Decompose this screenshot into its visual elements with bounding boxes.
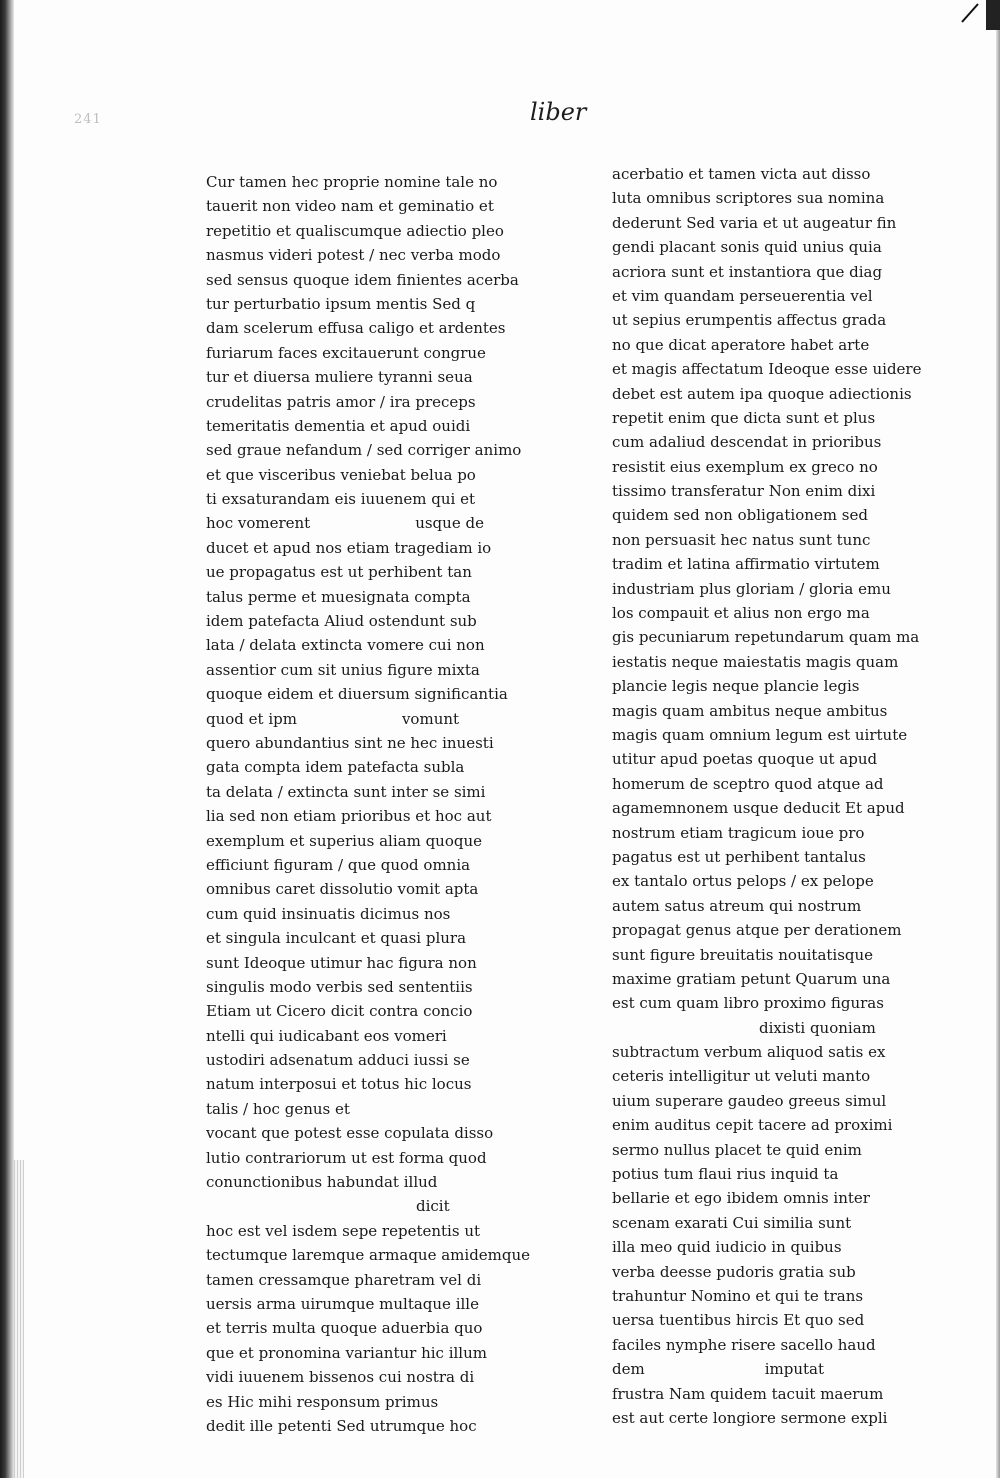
- text-line: Etiam ut Cicero dicit contra concio: [206, 1002, 473, 1021]
- text-line: sunt Ideoque utimur hac figura non: [206, 953, 477, 972]
- running-head: liber: [530, 98, 587, 126]
- text-line: quoque eidem et diuersum significantia: [206, 685, 508, 704]
- text-line: sermo nullus placet te quid enim: [612, 1140, 862, 1159]
- text-line: gendi placant sonis quid unius quia: [612, 238, 882, 257]
- text-line: iestatis neque maiestatis magis quam: [612, 652, 899, 671]
- text-line: ut sepius erumpentis affectus grada: [612, 311, 887, 330]
- text-line: resistit eius exemplum ex greco no: [612, 457, 878, 476]
- text-line: uersa tuentibus hircis Et quo sed: [612, 1311, 865, 1330]
- text-line: conunctionibus habundat illud: [206, 1173, 438, 1192]
- text-line: no que dicat aperatore habet arte: [612, 335, 870, 354]
- text-line: dixisti quoniam: [759, 1018, 876, 1037]
- text-line: pagatus est ut perhibent tantalus: [612, 847, 866, 866]
- text-line: propagat genus atque per derationem: [612, 921, 902, 940]
- text-line: sunt figure breuitatis nouitatisque: [612, 945, 874, 964]
- text-line: subtractum verbum aliquod satis ex: [612, 1043, 886, 1062]
- text-line: tauerit non video nam et geminatio et: [206, 197, 494, 216]
- text-line: cum quid insinuatis dicimus nos: [206, 904, 451, 923]
- right-text-column: [612, 162, 962, 1430]
- text-line: ducet et apud nos etiam tragediam io: [206, 538, 492, 557]
- text-line: uersis arma uirumque multaque ille: [206, 1294, 479, 1313]
- text-line: nostrum etiam tragicum ioue pro: [612, 823, 865, 842]
- text-line: que et pronomina variantur hic illum: [206, 1343, 487, 1362]
- text-line: repetit enim que dicta sunt et plus: [612, 408, 876, 427]
- text-line: magis quam omnium legum est uirtute: [612, 725, 908, 744]
- text-line: agamemnonem usque deducit Et apud: [612, 799, 905, 818]
- text-line: tradim et latina affirmatio virtutem: [612, 555, 880, 574]
- text-line: est aut certe longiore sermone expli: [612, 1408, 888, 1427]
- text-line: industriam plus gloriam / gloria emu: [612, 579, 891, 598]
- text-line: ex tantalo ortus pelops / ex pelope: [612, 872, 874, 891]
- text-line: magis quam ambitus neque ambitus: [612, 701, 888, 720]
- text-line: est cum quam libro proximo figuras: [612, 994, 884, 1013]
- text-line: dicit: [416, 1197, 450, 1216]
- text-line: quidem sed non obligationem sed: [612, 506, 868, 525]
- text-line: singulis modo verbis sed sententiis: [206, 977, 473, 996]
- text-line: faciles nymphe risere sacello haud: [612, 1335, 876, 1354]
- text-line: tur et diuersa muliere tyranni seua: [206, 368, 473, 387]
- text-line: non persuasit hec natus sunt tunc: [612, 530, 871, 549]
- text-line: nasmus videri potest / nec verba modo: [206, 246, 501, 265]
- text-line: homerum de sceptro quod atque ad: [612, 774, 884, 793]
- text-line: autem satus atreum qui nostrum: [612, 896, 862, 915]
- text-line: hoc est vel isdem sepe repetentis ut: [206, 1221, 481, 1240]
- text-line: acriora sunt et instantiora que diag: [612, 262, 883, 281]
- text-line: quod et ipm vomunt: [206, 709, 460, 728]
- text-line: quero abundantius sint ne hec inuesti: [206, 733, 494, 752]
- text-line: verba deesse pudoris gratia sub: [612, 1262, 856, 1281]
- text-line: lutio contrariorum ut est forma quod: [206, 1148, 487, 1167]
- text-line: ue propagatus est ut perhibent tan: [206, 563, 472, 582]
- text-line: maxime gratiam petunt Quarum una: [612, 969, 891, 988]
- text-line: lata / delata extincta vomere cui non: [206, 636, 485, 655]
- text-line: gis pecuniarum repetundarum quam ma: [612, 628, 920, 647]
- text-line: vocant que potest esse copulata disso: [206, 1124, 494, 1143]
- text-line: illa meo quid iudicio in quibus: [612, 1238, 842, 1257]
- text-line: assentior cum sit unius figure mixta: [206, 660, 480, 679]
- text-line: utitur apud poetas quoque ut apud: [612, 750, 878, 769]
- text-line: uium superare gaudeo greeus simul: [612, 1091, 887, 1110]
- text-line: furiarum faces excitauerunt congrue: [206, 343, 486, 362]
- text-line: dam scelerum effusa caligo et ardentes: [206, 319, 506, 338]
- text-line: tamen cressamque pharetram vel di: [206, 1270, 482, 1289]
- text-line: ta delata / extincta sunt inter se simi: [206, 782, 486, 801]
- text-line: luta omnibus scriptores sua nomina: [612, 189, 885, 208]
- text-line: et que visceribus veniebat belua po: [206, 465, 476, 484]
- text-line: talis / hoc genus et: [206, 1099, 350, 1118]
- text-line: ti exsaturandam eis iuuenem qui et: [206, 490, 475, 509]
- text-line: enim auditus cepit tacere ad proximi: [612, 1116, 893, 1135]
- text-line: exemplum et superius aliam quoque: [206, 831, 482, 850]
- text-line: efficiunt figuram / que quod omnia: [206, 855, 471, 874]
- text-line: bellarie et ego ibidem omnis inter: [612, 1189, 870, 1208]
- text-line: sed graue nefandum / sed corriger animo: [206, 441, 522, 460]
- text-line: acerbatio et tamen victa aut disso: [612, 165, 871, 183]
- text-line: ustodiri adsenatum adduci iussi se: [206, 1051, 470, 1070]
- text-line: natum interposui et totus hic locus: [206, 1075, 472, 1094]
- text-line: ntelli qui iudicabant eos vomeri: [206, 1026, 447, 1045]
- text-line: trahuntur Nomino et qui te trans: [612, 1286, 864, 1305]
- text-line: vidi iuuenem bissenos cui nostra di: [206, 1368, 475, 1387]
- text-line: crudelitas patris amor / ira preceps: [206, 392, 476, 411]
- text-line: scenam exarati Cui similia sunt: [612, 1213, 852, 1232]
- text-line: et vim quandam perseuerentia vel: [612, 286, 873, 305]
- text-line: potius tum flaui rius inquid ta: [612, 1165, 839, 1184]
- text-line: es Hic mihi responsum primus: [206, 1392, 439, 1411]
- text-line: Cur tamen hec proprie nomine tale no: [206, 173, 498, 191]
- text-line: dem imputat: [612, 1360, 824, 1379]
- text-line: et magis affectatum Ideoque esse uidere: [612, 360, 922, 379]
- text-line: omnibus caret dissolutio vomit apta: [206, 880, 479, 899]
- text-line: dederunt Sed varia et ut augeatur fin: [612, 213, 897, 232]
- text-line: hoc vomerent usque de: [206, 514, 484, 533]
- binding-edge: [0, 0, 14, 1478]
- right-page-edge: [996, 0, 1000, 1478]
- text-line: et singula inculcant et quasi plura: [206, 929, 467, 948]
- text-line: tissimo transferatur Non enim dixi: [612, 482, 876, 501]
- text-line: repetitio et qualiscumque adiectio pleo: [206, 221, 504, 240]
- text-line: et terris multa quoque aduerbia quo: [206, 1319, 483, 1338]
- text-line: tectumque laremque armaque amidemque: [206, 1246, 531, 1265]
- text-line: temeritatis dementia et apud ouidi: [206, 416, 471, 435]
- corner-mark-icon: [960, 0, 1000, 30]
- text-line: cum adaliud descendat in prioribus: [612, 433, 882, 452]
- text-line: sed sensus quoque idem finientes acerba: [206, 270, 519, 289]
- text-line: los compauit et alius non ergo ma: [612, 604, 870, 623]
- left-text-column: [206, 170, 554, 1438]
- text-line: plancie legis neque plancie legis: [612, 677, 860, 696]
- page-stack-edge: [14, 1160, 24, 1478]
- text-line: dedit ille petenti Sed utrumque hoc: [206, 1416, 477, 1435]
- text-line: idem patefacta Aliud ostendunt sub: [206, 612, 477, 631]
- text-line: lia sed non etiam prioribus et hoc aut: [206, 807, 492, 826]
- text-line: ceteris intelligitur ut veluti manto: [612, 1067, 871, 1086]
- text-line: gata compta idem patefacta subla: [206, 758, 465, 777]
- text-line: talus perme et muesignata compta: [206, 587, 471, 606]
- text-line: debet est autem ipa quoque adiectionis: [612, 384, 912, 403]
- text-line: tur perturbatio ipsum mentis Sed q: [206, 294, 476, 313]
- folio-number: 241: [74, 112, 102, 127]
- text-line: frustra Nam quidem tacuit maerum: [612, 1384, 884, 1403]
